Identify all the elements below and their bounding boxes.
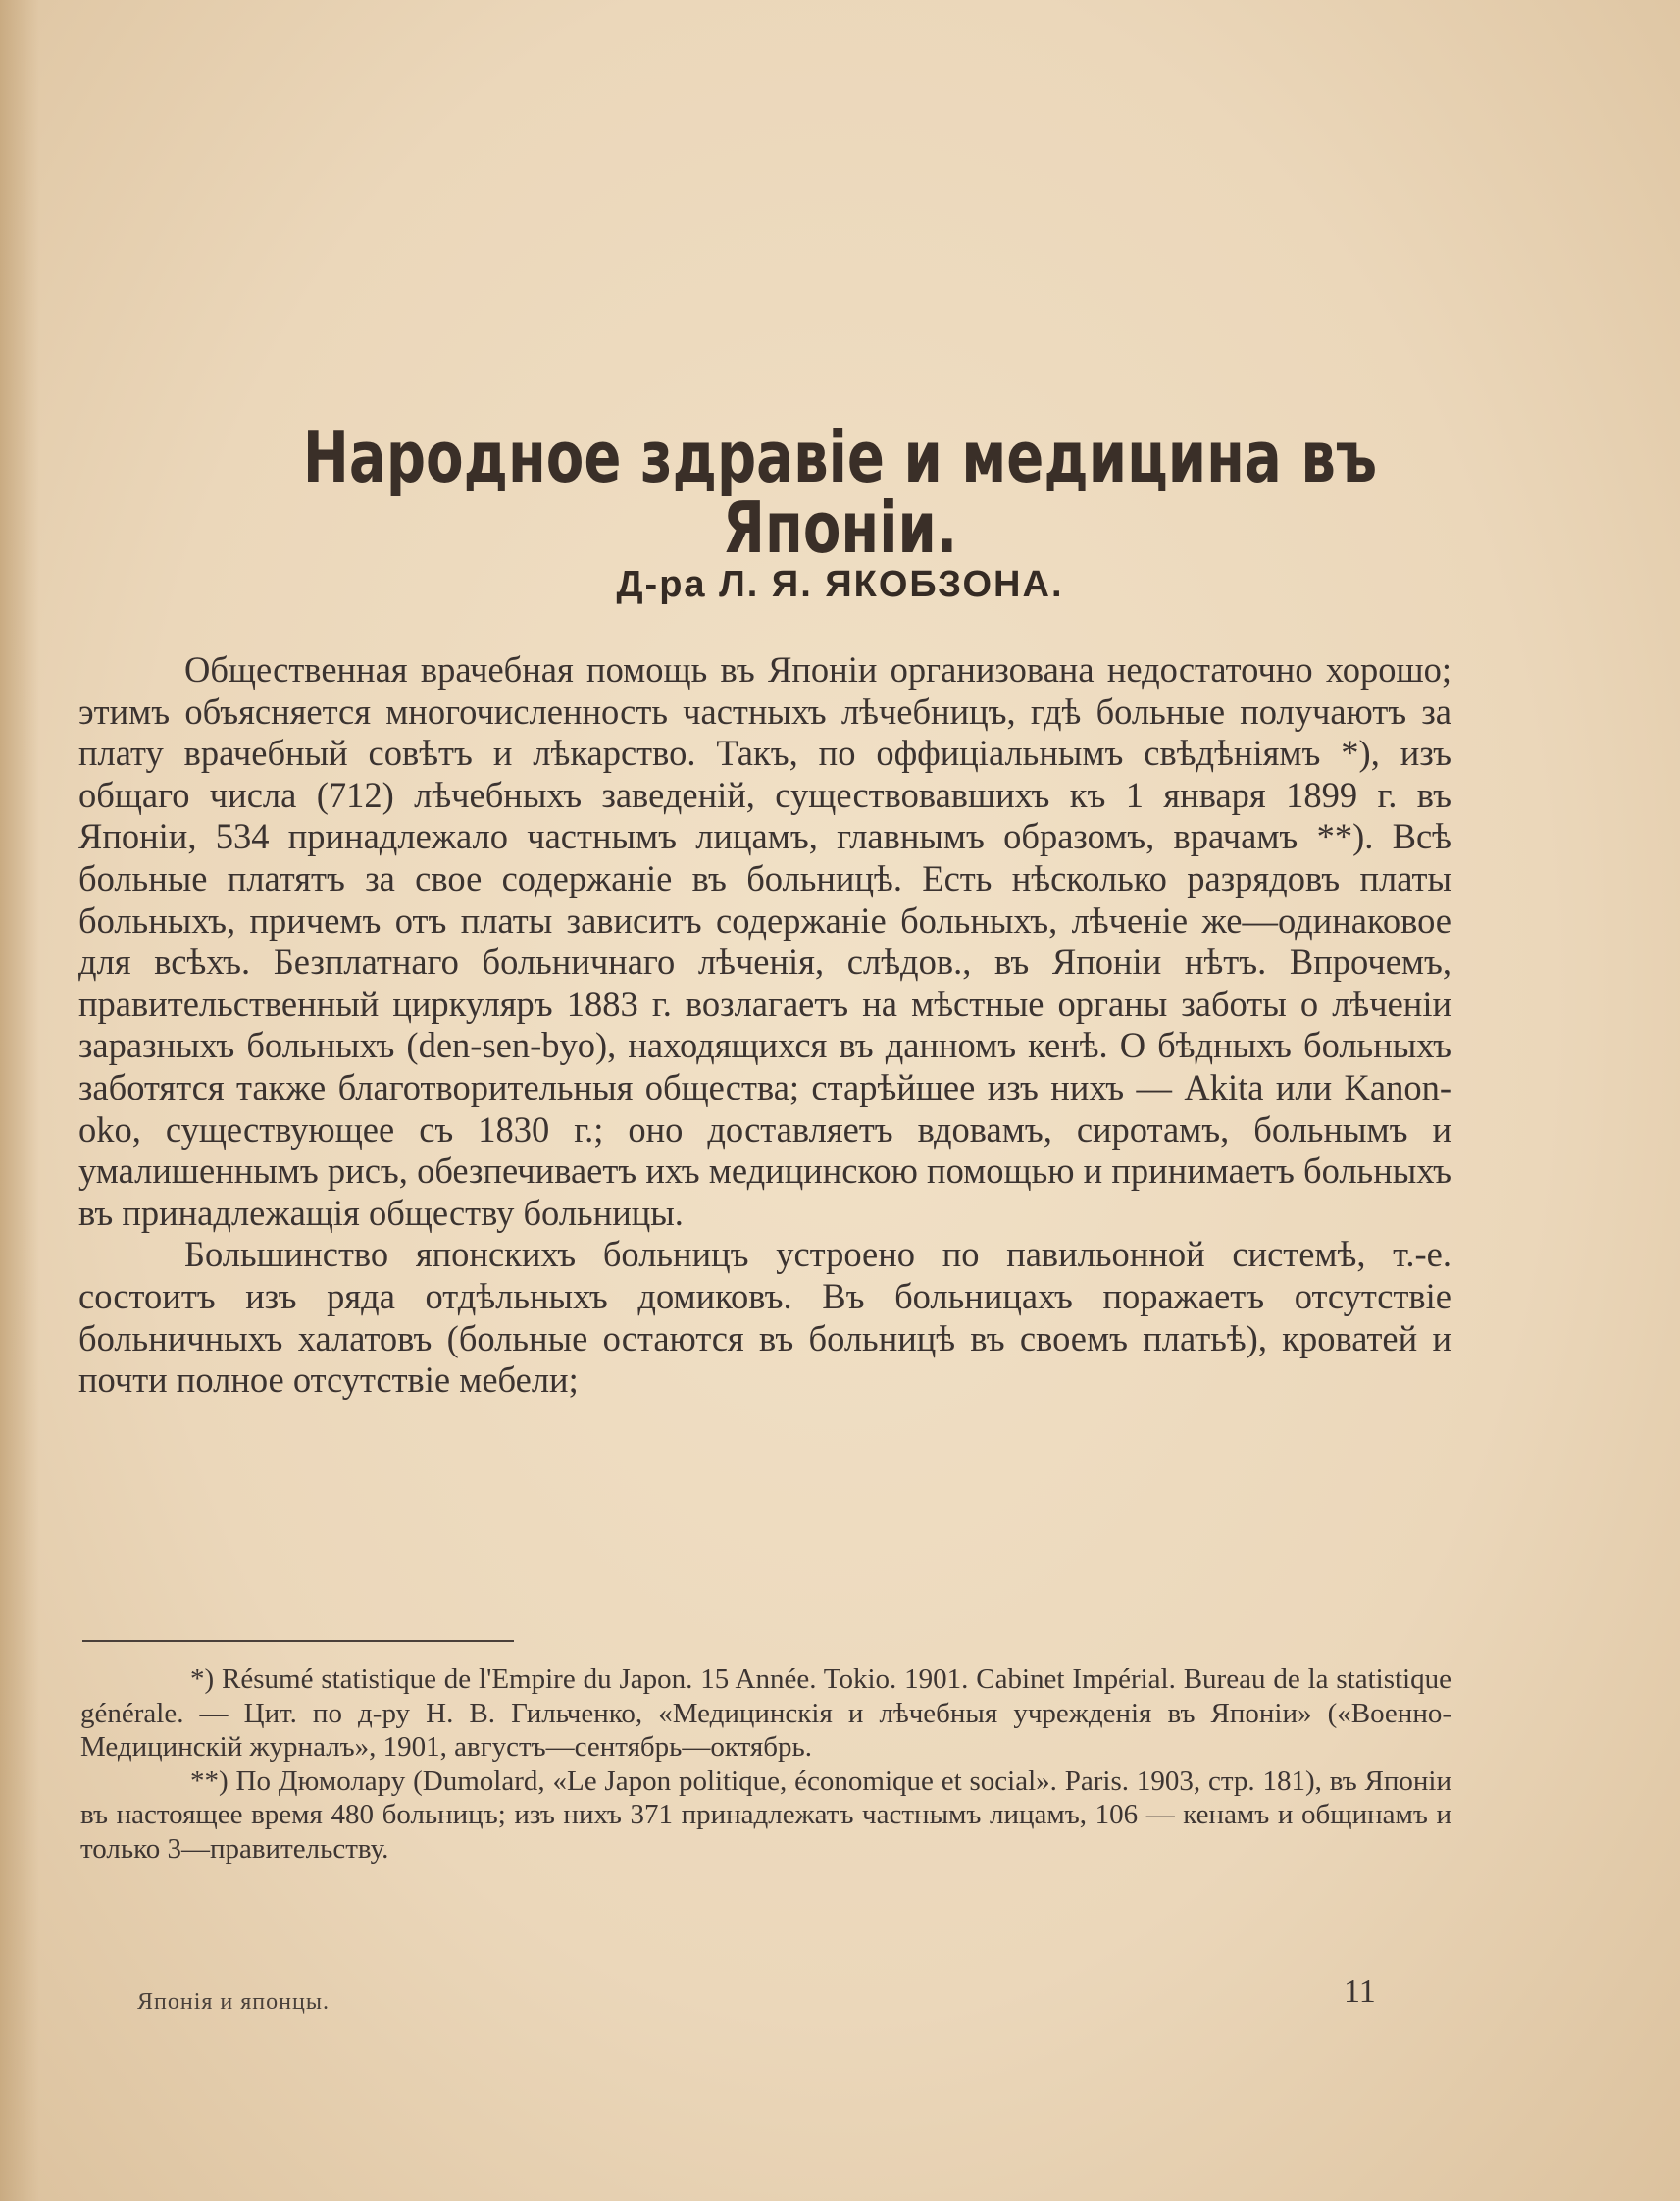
footnote: *) Résumé statistique de l'Empire du Japon. 15 Année. Tokio. 1901. Cabinet Impérial. Bureau de la statistique générale. — Цит. по д-ру Н. В. Гильченко, «Медицинскія и лѣчебныя учрежденія въ Японіи» («Военно-Медицинскій журналъ», 1901, августъ—сентябрь—октябрь. <box>80 1664 1451 1764</box>
body-paragraph: Общественная врачебная помощь въ Японіи организована недостаточно хорошо; этимъ объясняется многочисленность частныхъ лѣчебницъ, гдѣ больные получаютъ за плату врачебный совѣтъ и лѣкарство. Такъ, по оффиціальнымъ свѣдѣніямъ *), изъ общаго числа (712) лѣчебныхъ заведеній, существовавшихъ къ 1 января 1899 г. въ Японіи, 534 принадлежало частнымъ лицамъ, главнымъ образомъ, врачамъ **). Всѣ больные платятъ за свое содержаніе въ больницѣ. Есть нѣсколько разрядовъ платы больныхъ, причемъ отъ платы зависитъ содержаніе больныхъ, лѣченіе же—одинаковое для всѣхъ. Безплатнаго больничнаго лѣченія, слѣдов., въ Японіи нѣтъ. Впрочемъ, правительственный циркуляръ 1883 г. возлагаетъ на мѣстные органы заботы о лѣченіи заразныхъ больныхъ (den-sen-byo), находящихся въ данномъ кенѣ. О бѣдныхъ больныхъ заботятся также благотворительныя общества; старѣйшее изъ нихъ — Akita или Kanon-oko, существующее съ 1830 г.; оно доставляетъ вдовамъ, сиротамъ, больнымъ и умалишеннымъ рисъ, обезпечиваетъ ихъ медицинскою помощью и принимаетъ больныхъ въ принадлежащія обществу больницы. <box>78 649 1451 1233</box>
article-body <box>78 649 1451 1402</box>
footnotes <box>80 1663 1451 1867</box>
running-footer: Японія и японцы. <box>137 1989 330 2015</box>
footnote: **) По Дюмолару (Dumolard, «Le Japon politique, économique et social». Paris. 1903, стр. 181), въ Японіи въ настоящее время 480 больницъ; изъ нихъ 371 принадлежатъ частнымъ лицамъ, 106 — кенамъ и общинамъ и только 3—правительству. <box>80 1765 1451 1865</box>
article-author: Д-ра Л. Я. ЯКОБЗОНА. <box>616 564 1064 605</box>
body-paragraph: Большинство японскихъ больницъ устроено по павильонной системѣ, т.-е. состоитъ изъ ряда отдѣльныхъ домиковъ. Въ больницахъ поражаетъ отсутствіе больничныхъ халатовъ (больные остаются въ больницѣ въ своемъ платьѣ), кроватей и почти полное отсутствіе мебели; <box>78 1234 1451 1401</box>
page-spine-shadow <box>0 0 39 2201</box>
page-number: 11 <box>1344 1973 1376 2010</box>
article-title: Народное здравіе и медицина въ Японіи. <box>302 416 1378 569</box>
footnote-separator <box>82 1640 514 1642</box>
